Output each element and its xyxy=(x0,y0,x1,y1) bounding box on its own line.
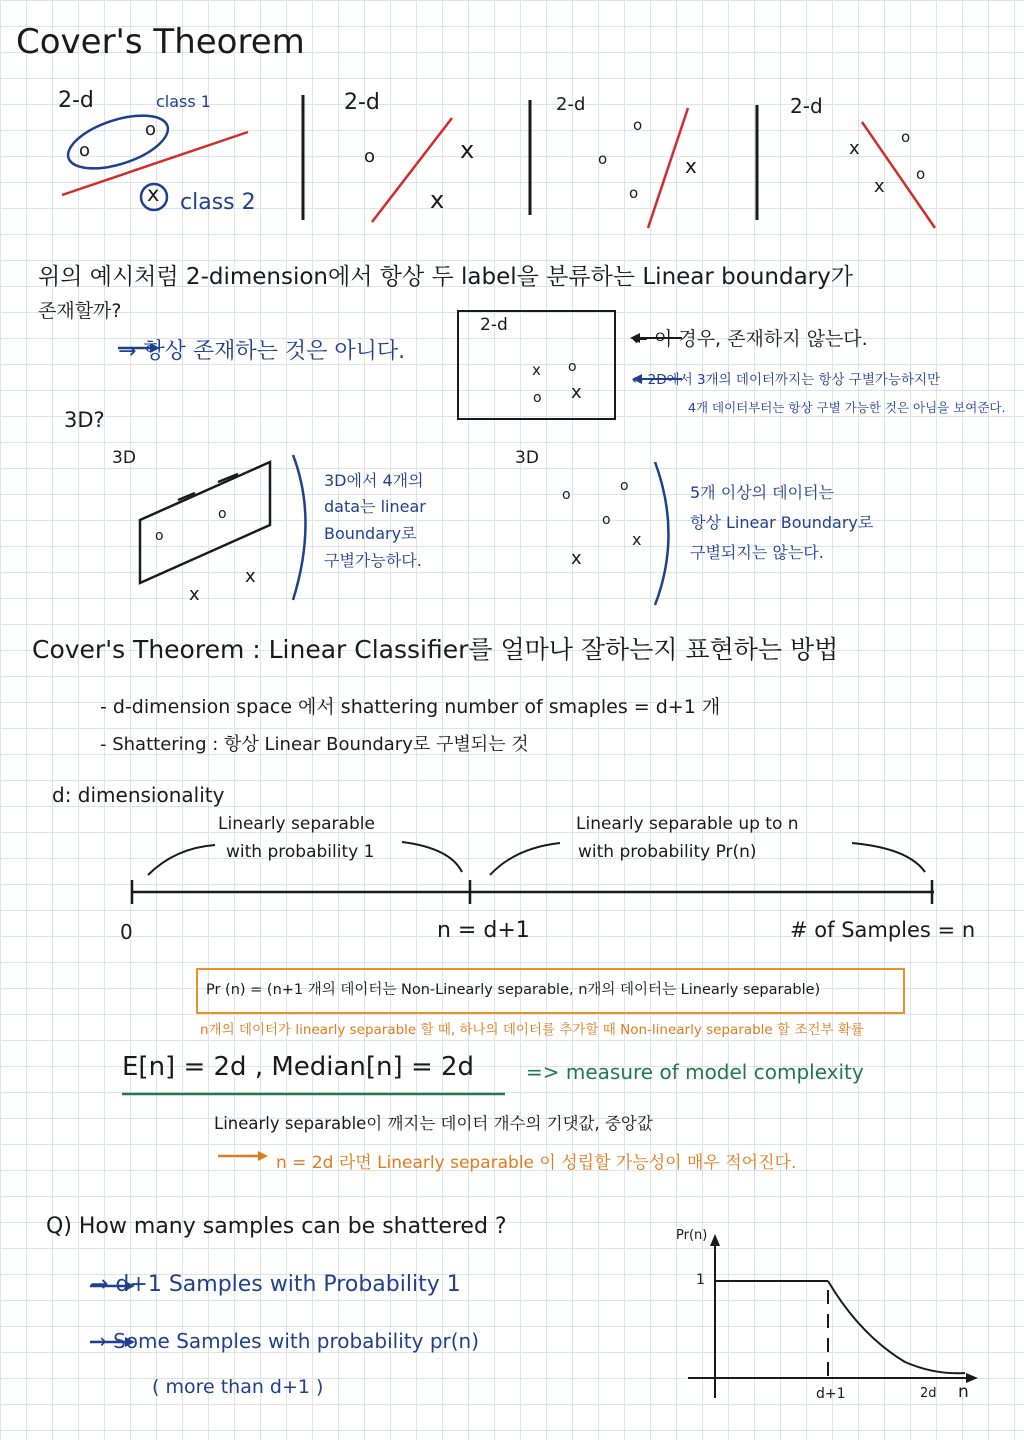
pr-definition: Pr (n) = (n+1 개의 데이터는 Non-Linearly separable, n개의 데이터는 Linearly separable) xyxy=(206,982,821,998)
point-o: o xyxy=(364,146,376,167)
class1-label: class 1 xyxy=(156,92,211,111)
3d-left-note-3: Boundary로 xyxy=(324,524,417,543)
answer-text: → 항상 존재하는 것은 아니다. xyxy=(118,339,406,364)
point-o: o xyxy=(155,528,164,544)
point-o: o xyxy=(562,487,571,503)
box-note-2b: 4개 데이터부터는 항상 구별 가능한 것은 아님을 보여준다. xyxy=(688,400,1006,415)
answer-1: → d+1 Samples with Probability 1 xyxy=(90,1272,461,1297)
3d-right-note-1: 5개 이상의 데이터는 xyxy=(690,483,834,502)
class2-label: class 2 xyxy=(180,190,256,215)
point-x: x xyxy=(571,382,582,403)
point-o: o xyxy=(916,165,926,183)
tick-end: # of Samples = n xyxy=(790,918,976,942)
expectation-desc: Linearly separable이 깨지는 데이터 개수의 기댓값, 중앙값 xyxy=(214,1114,653,1133)
brace-left xyxy=(293,455,306,600)
3d-right-label: 3D xyxy=(515,448,539,468)
point-o: o xyxy=(633,116,643,134)
panel3-label: 2-d xyxy=(556,94,586,115)
point-x: x xyxy=(532,361,541,379)
question-line-1: 위의 예시처럼 2-dimension에서 항상 두 label을 분류하는 Linear boundary가 xyxy=(38,264,853,290)
point-o: o xyxy=(620,478,629,494)
question-3d: 3D? xyxy=(64,408,105,432)
plot-y1: 1 xyxy=(696,1272,705,1288)
point-x: x xyxy=(874,176,885,197)
point-o: o xyxy=(218,506,227,522)
3d-left-note-4: 구별가능하다. xyxy=(324,551,422,570)
left-region-bottom: with probability 1 xyxy=(226,842,375,862)
panel1-label: 2-d xyxy=(58,88,94,113)
boundary-line-3 xyxy=(648,108,688,228)
left-region-top: Linearly separable xyxy=(218,814,375,834)
panel4-label: 2-d xyxy=(790,94,823,118)
answer-2: → Some Samples with probability pr(n) xyxy=(90,1329,480,1353)
theorem-bullet-2: - Shattering : 항상 Linear Boundary로 구별되는 것 xyxy=(100,734,529,755)
theorem-heading: Cover's Theorem : Linear Classifier를 얼마나 잘하는지 표현하는 방법 xyxy=(32,635,839,664)
3d-right-note-2: 항상 Linear Boundary로 xyxy=(690,513,874,532)
answer-2-note: ( more than d+1 ) xyxy=(152,1376,324,1398)
3d-right-note-3: 구별되지는 않는다. xyxy=(690,543,824,562)
plot-xd1: d+1 xyxy=(816,1386,846,1402)
plot-xn: n xyxy=(958,1382,969,1402)
box-label: 2-d xyxy=(480,315,508,335)
panel2-label: 2-d xyxy=(344,90,380,115)
point-x: x xyxy=(632,530,642,549)
box-note-2a: ← 2D에서 3개의 데이터까지는 항상 구별가능하지만 xyxy=(632,372,941,388)
question-line-2: 존재할까? xyxy=(38,300,122,322)
pr-note: n개의 데이터가 linearly separable 할 때, 하나의 데이터를 추가할 때 Non-linearly separable 할 조건부 확률 xyxy=(200,1022,864,1038)
point-o: o xyxy=(79,140,91,161)
tick-mid: n = d+1 xyxy=(437,918,530,943)
plot-x2d: 2d xyxy=(920,1386,937,1401)
point-o: o xyxy=(901,128,911,146)
3d-left-note-1: 3D에서 4개의 xyxy=(324,471,424,490)
page-title: Cover's Theorem xyxy=(16,22,305,62)
point-x: x xyxy=(685,154,697,178)
point-x: x xyxy=(849,138,860,159)
theorem-bullet-1: - d-dimension space 에서 shattering number of smaples = d+1 개 xyxy=(100,696,721,718)
plot-ylabel: Pr(n) xyxy=(676,1228,708,1243)
probability-plot xyxy=(688,1234,978,1398)
expectation-conclusion: n = 2d 라면 Linearly separable 이 성립할 가능성이 매우 적어진다. xyxy=(276,1153,797,1173)
point-o: o xyxy=(533,390,542,406)
dim-label: d: dimensionality xyxy=(52,783,225,807)
expectation-formula: E[n] = 2d , Median[n] = 2d xyxy=(122,1052,475,1082)
point-x: x xyxy=(245,566,256,587)
right-region-bottom: with probability Pr(n) xyxy=(578,842,757,862)
point-o: o xyxy=(598,150,608,168)
point-x: x xyxy=(571,548,582,569)
point-o: o xyxy=(145,119,157,140)
point-x: x xyxy=(430,186,445,214)
point-o: o xyxy=(629,184,639,202)
point-o: o xyxy=(568,359,577,375)
point-o: o xyxy=(602,512,611,528)
shatter-question: Q) How many samples can be shattered ? xyxy=(46,1214,507,1239)
box-note-1: ← 이 경우, 존재하지 않는다. xyxy=(632,328,868,350)
point-x: x xyxy=(460,136,475,164)
3d-plane xyxy=(140,462,270,583)
point-x: x xyxy=(189,584,200,605)
point-x: x xyxy=(147,182,160,206)
3d-left-label: 3D xyxy=(112,448,136,468)
tick-zero: 0 xyxy=(120,920,133,944)
complexity-measure: => measure of model complexity xyxy=(526,1060,864,1084)
3d-left-note-2: data는 linear xyxy=(324,497,426,516)
brace-right xyxy=(655,462,669,605)
right-region-top: Linearly separable up to n xyxy=(576,814,799,834)
